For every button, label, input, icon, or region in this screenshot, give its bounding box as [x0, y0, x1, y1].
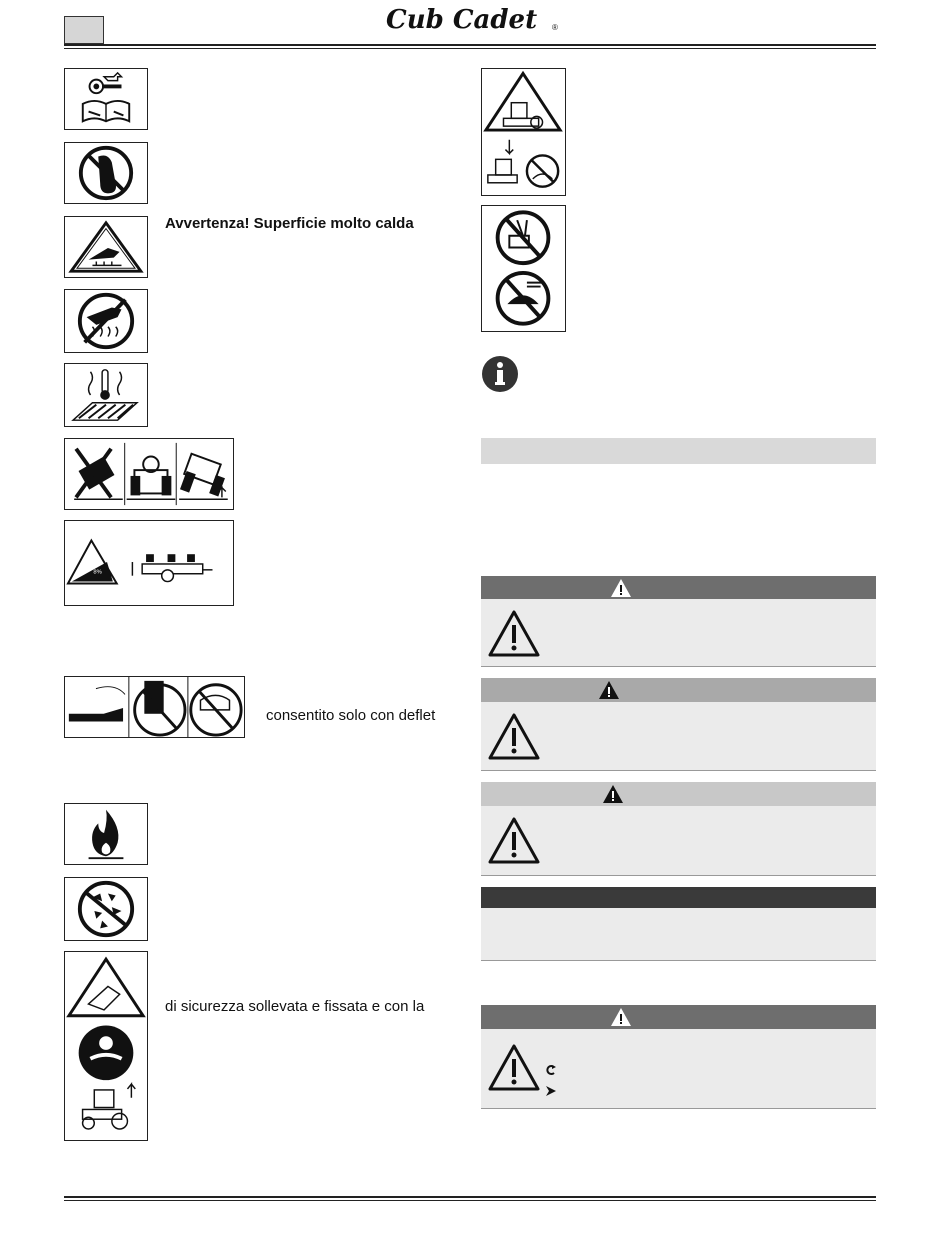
warning-triangle-icon [487, 712, 541, 762]
note-header [481, 887, 876, 908]
warning-triangle-icon [487, 609, 541, 659]
info-icon [481, 355, 519, 393]
section-header-bar [481, 438, 876, 464]
tipping-tractor-icon [64, 438, 234, 510]
hot-surface-warning-icon [64, 216, 148, 278]
caution-header [481, 782, 876, 806]
arrow-right-icon [545, 1085, 557, 1097]
hot-grass-thermometer-icon [64, 363, 148, 427]
brand-text: Cub Cadet [386, 5, 538, 34]
deflector-text: consentito solo con deflet [266, 707, 436, 724]
no-cutting-icon [481, 205, 566, 332]
warning-triangle-icon [609, 1006, 633, 1028]
svg-text:8%: 8% [93, 569, 102, 576]
footer-rule-thin [64, 1200, 876, 1201]
no-foot-icon [64, 142, 148, 204]
note-panel [481, 908, 876, 961]
return-arrow-icon [545, 1064, 557, 1076]
warning-header [481, 678, 876, 702]
header-rule [64, 44, 876, 46]
slope-trailer-load-icon [64, 520, 234, 606]
rollover-seatbelt-icon [64, 951, 148, 1141]
warning-triangle-icon [487, 816, 541, 866]
warning-triangle-icon [487, 1043, 541, 1093]
danger-panel [481, 599, 876, 667]
header-rule-thin [64, 48, 876, 49]
no-debris-icon [64, 877, 148, 941]
warning-triangle-icon [597, 679, 621, 701]
page-number-box [64, 16, 104, 44]
caution-panel [481, 806, 876, 876]
no-hand-hot-icon [64, 289, 148, 353]
warning-triangle-icon [601, 783, 625, 805]
flammable-fire-icon [64, 803, 148, 865]
brand-logo [384, 4, 564, 34]
warning-triangle-icon [609, 577, 633, 599]
warning-panel [481, 702, 876, 771]
grass-deflector-icon [64, 676, 245, 738]
svg-text:®: ® [552, 23, 558, 32]
key-and-manual-icon [64, 68, 148, 130]
hot-surface-warning-text: Avvertenza! Superficie molto calda [165, 215, 414, 232]
rollbar-text: di sicurezza sollevata e fissata e con la [165, 998, 425, 1015]
danger-header [481, 576, 876, 599]
footer-rule [64, 1196, 876, 1198]
danger-panel-2 [481, 1029, 876, 1109]
danger-header-2 [481, 1005, 876, 1029]
operator-seat-icon [481, 68, 566, 196]
